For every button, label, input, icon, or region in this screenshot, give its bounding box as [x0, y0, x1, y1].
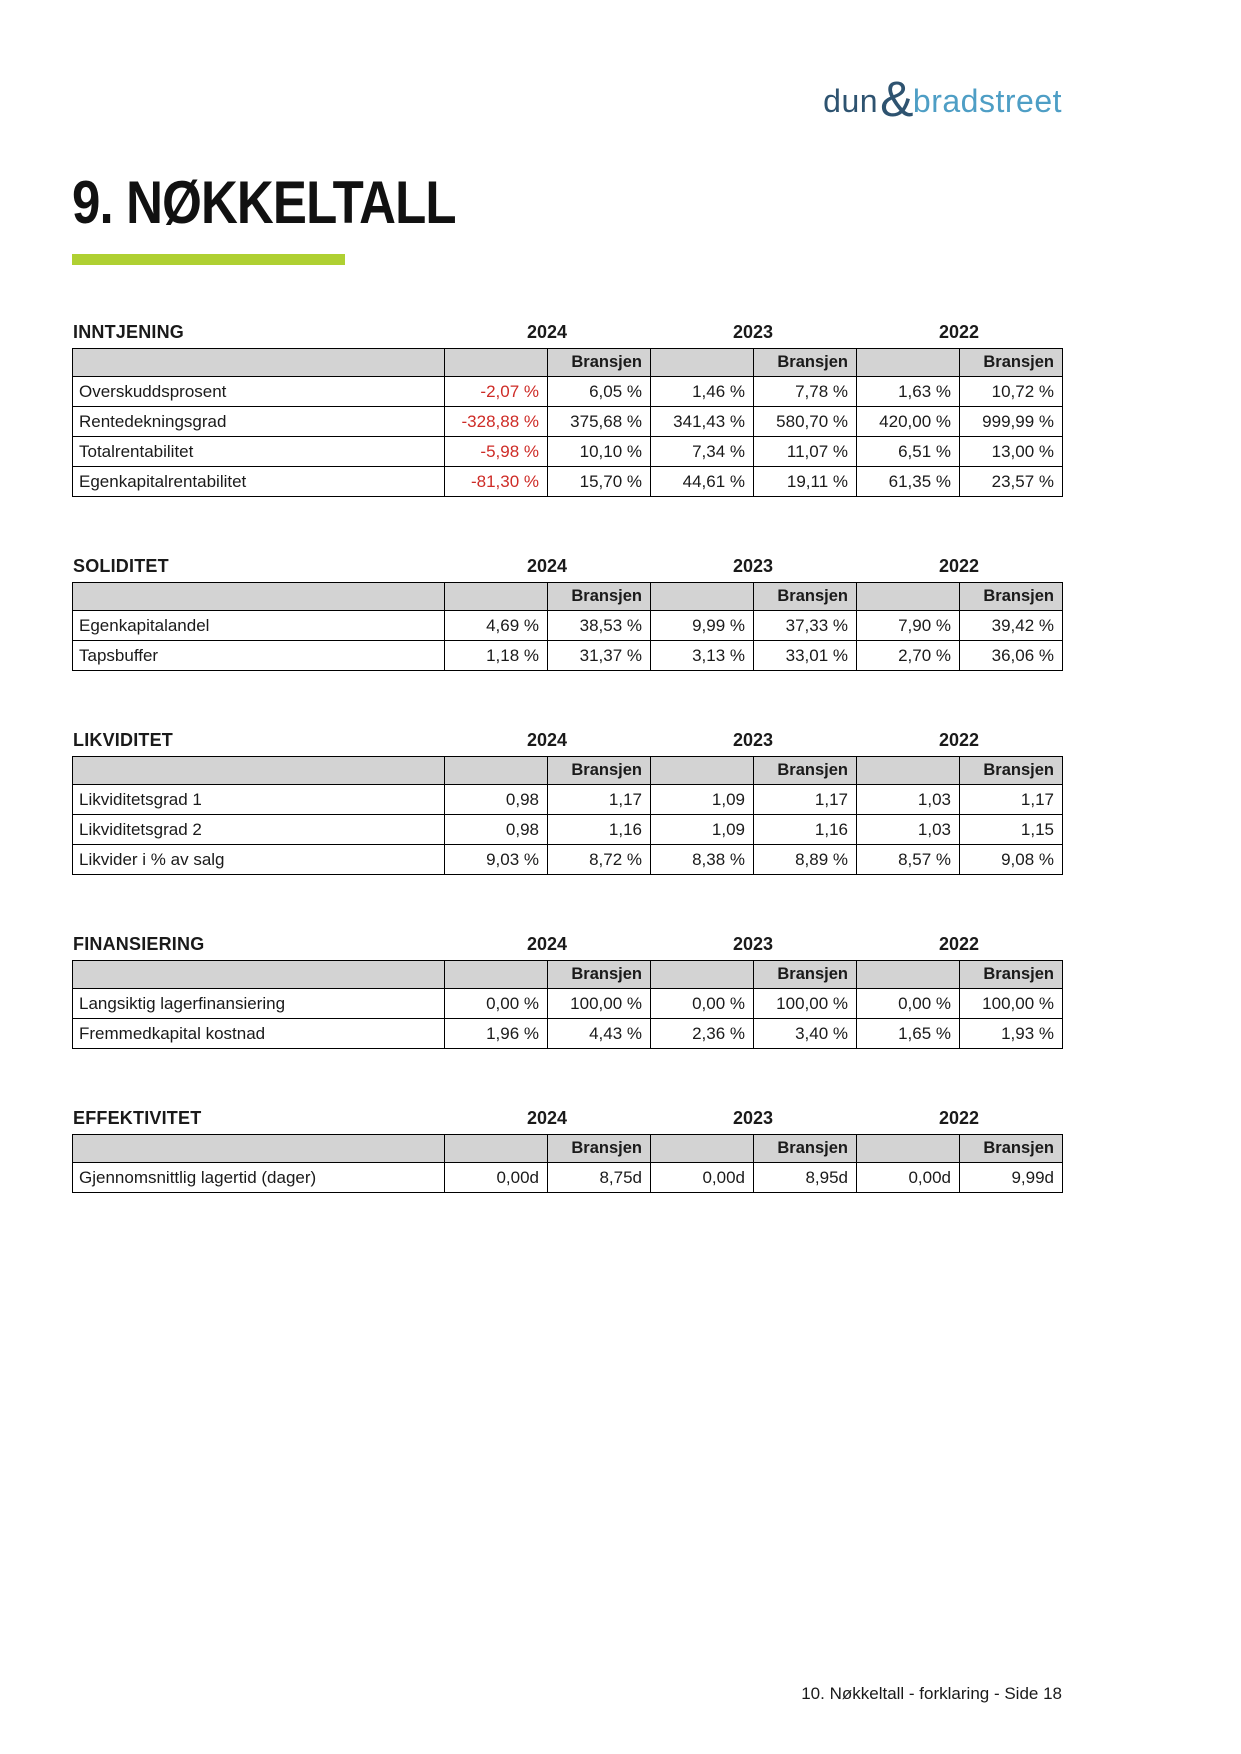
value-cell: 38,53 %: [548, 611, 651, 641]
year-label: 2023: [732, 1108, 774, 1128]
value-cell: 1,17: [548, 785, 651, 815]
value-cell: 9,99d: [960, 1163, 1063, 1193]
value-cell: 3,13 %: [651, 641, 754, 671]
value-cell: 6,51 %: [857, 437, 960, 467]
row-label: Overskuddsprosent: [73, 377, 445, 407]
table-row: [73, 437, 1063, 467]
footer-text: 10. Nøkkeltall - forklaring - Side 18: [801, 1684, 1062, 1703]
section-header-soliditet: [72, 554, 1062, 577]
value-cell: 1,03: [857, 815, 960, 845]
table-row: [73, 989, 1063, 1019]
value-cell: 420,00 %: [857, 407, 960, 437]
table-header-row: [73, 1135, 1063, 1163]
section-effektivitet: [72, 1106, 1062, 1193]
value-cell: 0,00 %: [651, 989, 754, 1019]
header-empty-cell: [445, 583, 548, 611]
row-label: Rentedekningsgrad: [73, 407, 445, 437]
year-label: 2022: [938, 934, 980, 954]
title-accent-bar: [72, 254, 345, 265]
value-cell: 1,96 %: [445, 1019, 548, 1049]
value-cell: 580,70 %: [754, 407, 857, 437]
year-label: 2022: [938, 1108, 980, 1128]
value-cell: 10,10 %: [548, 437, 651, 467]
header-empty-cell: [857, 583, 960, 611]
value-cell: 1,93 %: [960, 1019, 1063, 1049]
table-header-row: [73, 757, 1063, 785]
value-cell: 0,00d: [857, 1163, 960, 1193]
bransjen-header: Bransjen: [960, 757, 1063, 785]
bransjen-header: Bransjen: [960, 961, 1063, 989]
year-label: 2023: [732, 934, 774, 954]
table-header-row: [73, 349, 1063, 377]
bransjen-header: Bransjen: [960, 1135, 1063, 1163]
row-label: Gjennomsnittlig lagertid (dager): [73, 1163, 445, 1193]
header-empty-cell: [445, 961, 548, 989]
table-row: [73, 815, 1063, 845]
row-label: Tapsbuffer: [73, 641, 445, 671]
value-cell: 1,16: [548, 815, 651, 845]
value-cell: 100,00 %: [960, 989, 1063, 1019]
value-cell: 36,06 %: [960, 641, 1063, 671]
year-label: 2023: [732, 556, 774, 576]
value-cell: 1,46 %: [651, 377, 754, 407]
year-label: 2024: [526, 1108, 568, 1128]
bransjen-header: Bransjen: [548, 757, 651, 785]
value-cell: 33,01 %: [754, 641, 857, 671]
value-cell: 1,03: [857, 785, 960, 815]
header-empty-cell: [73, 1135, 445, 1163]
value-cell: -2,07 %: [445, 377, 548, 407]
value-cell: 8,57 %: [857, 845, 960, 875]
value-cell: 19,11 %: [754, 467, 857, 497]
value-cell: -81,30 %: [445, 467, 548, 497]
header-empty-cell: [73, 583, 445, 611]
header-empty-cell: [651, 961, 754, 989]
table-header-row: [73, 583, 1063, 611]
value-cell: 341,43 %: [651, 407, 754, 437]
section-title: INNTJENING: [73, 322, 185, 342]
value-cell: 1,15: [960, 815, 1063, 845]
value-cell: 39,42 %: [960, 611, 1063, 641]
value-cell: 0,00d: [445, 1163, 548, 1193]
section-title: SOLIDITET: [73, 556, 169, 576]
value-cell: 1,63 %: [857, 377, 960, 407]
bransjen-header: Bransjen: [548, 1135, 651, 1163]
table-row: [73, 1019, 1063, 1049]
logo-text-bradstreet: bradstreet: [912, 83, 1062, 119]
value-cell: 9,08 %: [960, 845, 1063, 875]
table-row: [73, 845, 1063, 875]
header-empty-cell: [651, 1135, 754, 1163]
header-empty-cell: [651, 349, 754, 377]
value-cell: 9,03 %: [445, 845, 548, 875]
header-empty-cell: [857, 1135, 960, 1163]
year-label: 2022: [938, 322, 980, 342]
row-label: Egenkapitalandel: [73, 611, 445, 641]
value-cell: 13,00 %: [960, 437, 1063, 467]
table-soliditet: [72, 582, 1063, 671]
value-cell: -5,98 %: [445, 437, 548, 467]
table-inntjening: [72, 348, 1063, 497]
value-cell: 7,90 %: [857, 611, 960, 641]
header-empty-cell: [651, 583, 754, 611]
value-cell: 4,69 %: [445, 611, 548, 641]
value-cell: 1,65 %: [857, 1019, 960, 1049]
value-cell: 9,99 %: [651, 611, 754, 641]
value-cell: 23,57 %: [960, 467, 1063, 497]
table-row: [73, 611, 1063, 641]
bransjen-header: Bransjen: [960, 583, 1063, 611]
row-label: Totalrentabilitet: [73, 437, 445, 467]
table-row: [73, 407, 1063, 437]
header-empty-cell: [445, 349, 548, 377]
row-label: Likvider i % av salg: [73, 845, 445, 875]
row-label: Likviditetsgrad 1: [73, 785, 445, 815]
table-row: [73, 785, 1063, 815]
value-cell: 0,98: [445, 785, 548, 815]
year-label: 2024: [526, 556, 568, 576]
value-cell: 0,98: [445, 815, 548, 845]
header-empty-cell: [445, 1135, 548, 1163]
value-cell: 10,72 %: [960, 377, 1063, 407]
table-likviditet: [72, 756, 1063, 875]
logo-text-dun: dun: [823, 83, 879, 119]
year-label: 2022: [938, 730, 980, 750]
section-header-effektivitet: [72, 1106, 1062, 1129]
bransjen-header: Bransjen: [754, 583, 857, 611]
value-cell: 7,78 %: [754, 377, 857, 407]
section-inntjening: [72, 320, 1062, 497]
value-cell: 100,00 %: [754, 989, 857, 1019]
table-header-row: [73, 961, 1063, 989]
value-cell: 1,17: [754, 785, 857, 815]
year-label: 2024: [526, 934, 568, 954]
bransjen-header: Bransjen: [548, 961, 651, 989]
value-cell: 1,18 %: [445, 641, 548, 671]
value-cell: 100,00 %: [548, 989, 651, 1019]
header-empty-cell: [73, 961, 445, 989]
value-cell: 44,61 %: [651, 467, 754, 497]
value-cell: 1,17: [960, 785, 1063, 815]
page-footer: [72, 1684, 1062, 1704]
year-label: 2023: [732, 322, 774, 342]
value-cell: 15,70 %: [548, 467, 651, 497]
table-finansiering: [72, 960, 1063, 1049]
value-cell: 11,07 %: [754, 437, 857, 467]
section-title: LIKVIDITET: [73, 730, 173, 750]
value-cell: 8,95d: [754, 1163, 857, 1193]
value-cell: 999,99 %: [960, 407, 1063, 437]
value-cell: 2,36 %: [651, 1019, 754, 1049]
value-cell: 8,75d: [548, 1163, 651, 1193]
row-label: Langsiktig lagerfinansiering: [73, 989, 445, 1019]
page-title: 9. NØKKELTALL: [72, 169, 456, 236]
logo-ampersand-icon: &: [880, 71, 914, 127]
header-empty-cell: [857, 349, 960, 377]
section-soliditet: [72, 554, 1062, 671]
value-cell: 8,38 %: [651, 845, 754, 875]
header-empty-cell: [651, 757, 754, 785]
year-label: 2024: [526, 322, 568, 342]
value-cell: 0,00d: [651, 1163, 754, 1193]
bransjen-header: Bransjen: [548, 349, 651, 377]
section-title: FINANSIERING: [73, 934, 205, 954]
row-label: Egenkapitalrentabilitet: [73, 467, 445, 497]
header-empty-cell: [857, 757, 960, 785]
section-header-inntjening: [72, 320, 1062, 343]
row-label: Likviditetsgrad 2: [73, 815, 445, 845]
value-cell: 1,09: [651, 785, 754, 815]
year-label: 2023: [732, 730, 774, 750]
value-cell: 2,70 %: [857, 641, 960, 671]
header-empty-cell: [857, 961, 960, 989]
value-cell: 37,33 %: [754, 611, 857, 641]
value-cell: 1,09: [651, 815, 754, 845]
bransjen-header: Bransjen: [754, 349, 857, 377]
header-empty-cell: [73, 349, 445, 377]
table-row: [73, 1163, 1063, 1193]
value-cell: 61,35 %: [857, 467, 960, 497]
section-finansiering: [72, 932, 1062, 1049]
dun-bradstreet-logo: [823, 66, 1062, 127]
section-header-likviditet: [72, 728, 1062, 751]
sections-container: [72, 320, 1062, 1250]
value-cell: 3,40 %: [754, 1019, 857, 1049]
table-row: [73, 377, 1063, 407]
bransjen-header: Bransjen: [548, 583, 651, 611]
section-header-finansiering: [72, 932, 1062, 955]
value-cell: 375,68 %: [548, 407, 651, 437]
section-title: EFFEKTIVITET: [73, 1108, 202, 1128]
value-cell: 8,72 %: [548, 845, 651, 875]
bransjen-header: Bransjen: [754, 961, 857, 989]
table-row: [73, 641, 1063, 671]
value-cell: 4,43 %: [548, 1019, 651, 1049]
value-cell: 1,16: [754, 815, 857, 845]
value-cell: 6,05 %: [548, 377, 651, 407]
value-cell: 7,34 %: [651, 437, 754, 467]
value-cell: 0,00 %: [445, 989, 548, 1019]
section-likviditet: [72, 728, 1062, 875]
table-effektivitet: [72, 1134, 1063, 1193]
bransjen-header: Bransjen: [754, 1135, 857, 1163]
table-row: [73, 467, 1063, 497]
year-label: 2024: [526, 730, 568, 750]
value-cell: 0,00 %: [857, 989, 960, 1019]
year-label: 2022: [938, 556, 980, 576]
value-cell: -328,88 %: [445, 407, 548, 437]
header-empty-cell: [445, 757, 548, 785]
bransjen-header: Bransjen: [960, 349, 1063, 377]
row-label: Fremmedkapital kostnad: [73, 1019, 445, 1049]
bransjen-header: Bransjen: [754, 757, 857, 785]
value-cell: 8,89 %: [754, 845, 857, 875]
value-cell: 31,37 %: [548, 641, 651, 671]
header-empty-cell: [73, 757, 445, 785]
